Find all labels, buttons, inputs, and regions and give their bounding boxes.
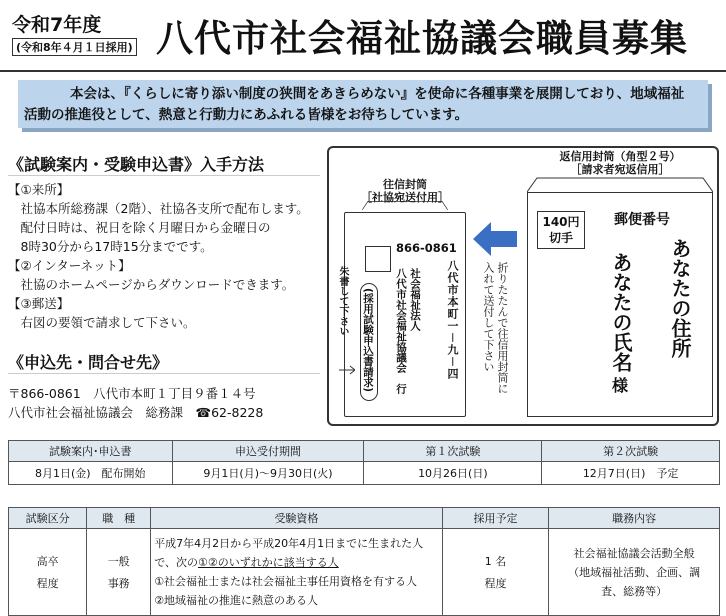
outgoing-stamp-box — [365, 246, 391, 272]
page-title: 八代市社会福祉協議会職員募集 — [156, 17, 688, 60]
qualification-line: ①社会福祉士または社会福祉主事任用資格を有する人 — [154, 575, 418, 588]
your-name-label: あなたの氏名 — [609, 252, 633, 372]
job-duty — [549, 529, 720, 616]
job-header: 試験区分 — [9, 508, 87, 529]
schedule-header: 第１次試験 — [364, 441, 542, 462]
return-envelope-title-2: ［請求者宛返信用］ — [570, 163, 670, 176]
schedule-cell: 10月26日(日) — [364, 462, 542, 485]
job-qualification — [151, 529, 443, 616]
qualification-line: ②地域福祉の推進に熱意のある人 — [154, 594, 319, 607]
table-row — [9, 462, 720, 485]
return-envelope-flap — [527, 176, 713, 192]
schedule-table — [8, 440, 720, 485]
table-row — [9, 508, 720, 529]
qualification-line — [154, 553, 441, 572]
header-divider — [0, 70, 726, 72]
qualification-pre: で、次の — [154, 556, 198, 569]
contact-address: 〒866-0861 八代市本町１丁目９番１４号 — [8, 386, 256, 401]
job-header: 職 種 — [87, 508, 151, 529]
intro-line-1: 本会は、『くらしに寄り添い制度の狭間をあきらめない』を使命に各種事業を展開しており、地域福祉 — [70, 86, 685, 102]
year-label: 令和7年度 — [12, 14, 102, 36]
schedule-header: 試験案内･申込書 — [9, 441, 173, 462]
outgoing-envelope-title-1: 往信封筒 — [383, 178, 427, 191]
method-line: 社協のホームページからダウンロードできます。 — [8, 277, 295, 292]
outgoing-zip: 866-0861 — [396, 241, 457, 255]
job-type-line: 一般 — [107, 555, 130, 568]
stamp-amount: 140円 — [542, 215, 580, 229]
job-table — [8, 507, 720, 616]
intro-line-2: 活動の推進役として、熱意と行動力にあふれる皆様をお待ちしています。 — [24, 107, 469, 123]
job-category-line: 高卒 — [36, 555, 59, 568]
job-plan-line: 1 名 — [484, 555, 507, 568]
outgoing-org-1: 社会福祉法人 — [409, 268, 421, 331]
request-label: (採用試験申込書請求) — [362, 288, 374, 393]
method-line: 右図の要領で請求して下さい。 — [8, 315, 196, 330]
method-line: 8時30分から17時15分までです。 — [8, 239, 213, 254]
return-envelope-title — [527, 150, 713, 176]
schedule-cell: 12月7日(日) 予定 — [542, 462, 720, 485]
method-line: 【②インターネット】 — [8, 258, 131, 273]
intro-banner — [18, 80, 708, 128]
schedule-header: 申込受付期間 — [172, 441, 364, 462]
outgoing-address: 八代市本町一－九－四 — [446, 260, 459, 380]
contact-org-phone: 八代市社会福祉協議会 総務課 ☎62-8228 — [8, 405, 264, 420]
obtain-method-list — [8, 180, 309, 332]
schedule-cell: 9月1日(月)～9月30日(火) — [172, 462, 364, 485]
red-ink-arrow — [335, 360, 355, 380]
job-category-line: 程度 — [36, 577, 59, 590]
postal-code-label: 郵便番号 — [614, 212, 670, 228]
job-duty-line: （地域福祉活動、企画、調 — [568, 565, 701, 579]
qualification-underlined: ①②のいずれかに該当する人 — [197, 556, 339, 569]
method-line: 社協本所総務課（2階）、社協各支所で配布します。 — [8, 201, 309, 216]
job-plan-line: 程度 — [484, 577, 507, 590]
job-plan — [442, 529, 549, 616]
folding-note-1: 折りたたんで往信用封筒に — [496, 262, 509, 394]
section-how-to-obtain-heading: 《試験案内・受験申込書》入手方法 — [8, 152, 320, 176]
job-header: 受験資格 — [151, 508, 443, 529]
return-stamp-box — [537, 211, 585, 249]
job-type — [87, 529, 151, 616]
return-envelope-title-1: 返信用封筒（角型２号） — [559, 150, 681, 163]
job-type-line: 事務 — [107, 577, 130, 590]
method-line: 【①来所】 — [8, 182, 70, 197]
method-line: 【③郵送】 — [8, 296, 70, 311]
stamp-label: 切手 — [548, 231, 573, 245]
table-row — [9, 529, 720, 616]
arrow-left-icon — [473, 222, 517, 256]
job-duty-line: 査、総務等） — [601, 584, 668, 598]
red-ink-note: 朱書して下さい — [337, 266, 348, 336]
your-address-label: あなたの住所 — [668, 238, 692, 358]
outgoing-org-2: 八代市社会福祉協議会 行 — [395, 268, 407, 394]
folding-note-2: 入れて送付して下さい — [482, 262, 495, 372]
schedule-cell: 8月1日(金) 配布開始 — [9, 462, 173, 485]
hire-date-label: (令和8年４月１日採用) — [12, 38, 137, 56]
section-contact-heading: 《申込先・問合せ先》 — [8, 350, 320, 374]
job-header: 職務内容 — [549, 508, 720, 529]
job-header: 採用予定 — [442, 508, 549, 529]
table-row — [9, 441, 720, 462]
job-category — [9, 529, 87, 616]
qualification-line: 平成7年4月2日から平成20年4月1日までに生まれた人 — [154, 537, 424, 550]
outgoing-envelope-title-2: ［社協宛送付用］ — [361, 191, 449, 204]
sama-label: 様 — [612, 376, 629, 395]
job-duty-line: 社会福祉協議会活動全般 — [573, 546, 695, 560]
method-line: 配付日時は、祝日を除く月曜日から金曜日の — [8, 220, 271, 235]
schedule-header: 第２次試験 — [542, 441, 720, 462]
